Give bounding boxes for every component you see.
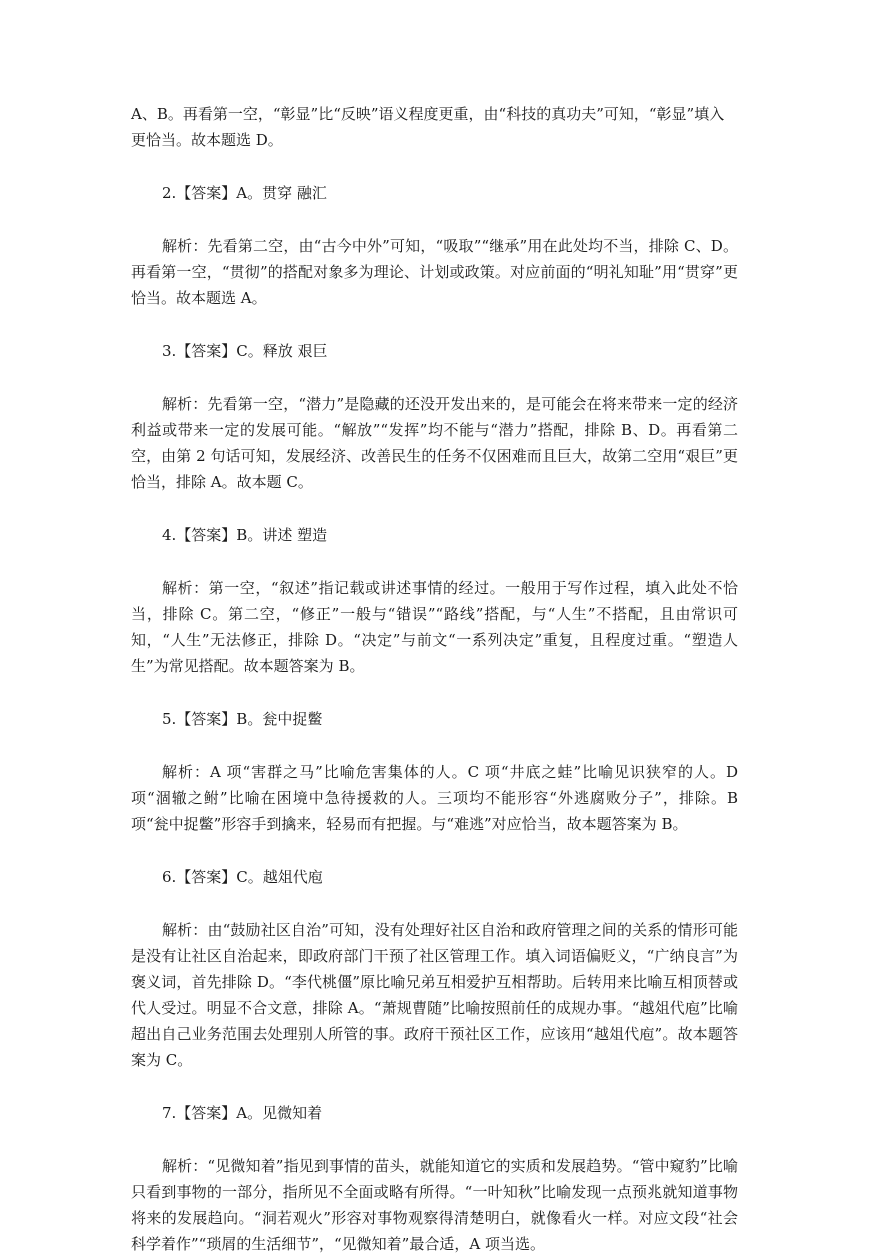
analysis-paragraph: 解析：A 项“害群之马”比喻危害集体的人。C 项“井底之蛙”比喻见识狭窄的人。D 项“涸辙之鲋”比喻在困境中急待援救的人。三项均不能形容“外逃腐败分子”，排除。B 项“瓮中捉鳖”形容手到擒来，轻易而有把握。与“难逃”对应恰当，故本题答案为 B。: [131, 763, 738, 833]
analysis-paragraph: 解析：第一空，“叙述”指记载或讲述事情的经过。一般用于写作过程，填入此处不恰当，排除 C。第二空，“修正”一般与“错误”“路线”搭配，与“人生”不搭配，且由常识可知，“人生”无法修正，排除 D。“决定”与前文“一系列决定”重复，且程度过重。“塑造人生”为常见搭配。故本题答案为 B。: [131, 579, 738, 675]
question-item-5: [131, 706, 738, 837]
question-item-6: [131, 864, 738, 1073]
question-item-3: [131, 338, 738, 495]
answer-line: 5.【答案】B。瓮中捉鳖: [162, 710, 323, 728]
answer-line: 7.【答案】A。见微知着: [162, 1104, 323, 1122]
analysis-paragraph: 解析：先看第一空，“潜力”是隐藏的还没开发出来的，是可能会在将来带来一定的经济利益或带来一定的发展可能。“解放”“发挥”均不能与“潜力”搭配，排除 B、D。再看第二空，由第 2 句话可知，发展经济、改善民生的任务不仅困难而且巨大，故第二空用“艰巨”更恰当，排除 A。故本题 C。: [131, 395, 738, 491]
question-item-2: [131, 180, 738, 311]
question-item-7: [131, 1100, 738, 1257]
intro-paragraph: A、B。再看第一空，“彰显”比“反映”语义程度更重，由“科技的真功夫”可知，“彰显”填入更恰当。故本题选 D。: [131, 105, 725, 149]
answer-line: 6.【答案】C。越俎代庖: [162, 868, 323, 886]
answer-line: 4.【答案】B。讲述 塑造: [162, 526, 328, 544]
answer-line: 3.【答案】C。释放 艰巨: [162, 342, 328, 360]
answer-line: 2.【答案】A。贯穿 融汇: [162, 184, 327, 202]
analysis-paragraph: 解析：先看第二空，由“古今中外”可知，“吸取”“继承”用在此处均不当，排除 C、D。再看第一空，“贯彻”的搭配对象多为理论、计划或政策。对应前面的“明礼知耻”用“贯穿”更恰当。故本题选 A。: [131, 237, 738, 307]
question-item-4: [131, 522, 738, 679]
analysis-paragraph: 解析：由“鼓励社区自治”可知，没有处理好社区自治和政府管理之间的关系的情形可能是没有让社区自治起来，即政府部门干预了社区管理工作。填入词语偏贬义，“广纳良言”为褒义词，首先排除 D。“李代桃僵”原比喻兄弟互相爱护互相帮助。后转用来比喻互相顶替或代人受过。明显不合文意，排除 A。“萧规曹随”比喻按照前任的成规办事。“越俎代庖”比喻超出自己业务范围去处理别人所管的事。政府干预社区工作，应该用“越俎代庖”。故本题答案为 C。: [131, 921, 738, 1069]
analysis-paragraph: 解析：“见微知着”指见到事情的苗头，就能知道它的实质和发展趋势。“管中窥豹”比喻只看到事物的一部分，指所见不全面或略有所得。“一叶知秋”比喻发现一点预兆就知道事物将来的发展趋向。“洞若观火”形容对事物观察得清楚明白，就像看火一样。对应文段“社会科学着作”“琐屑的生活细节”，“见微知着”最合适，A 项当选。: [131, 1157, 738, 1253]
